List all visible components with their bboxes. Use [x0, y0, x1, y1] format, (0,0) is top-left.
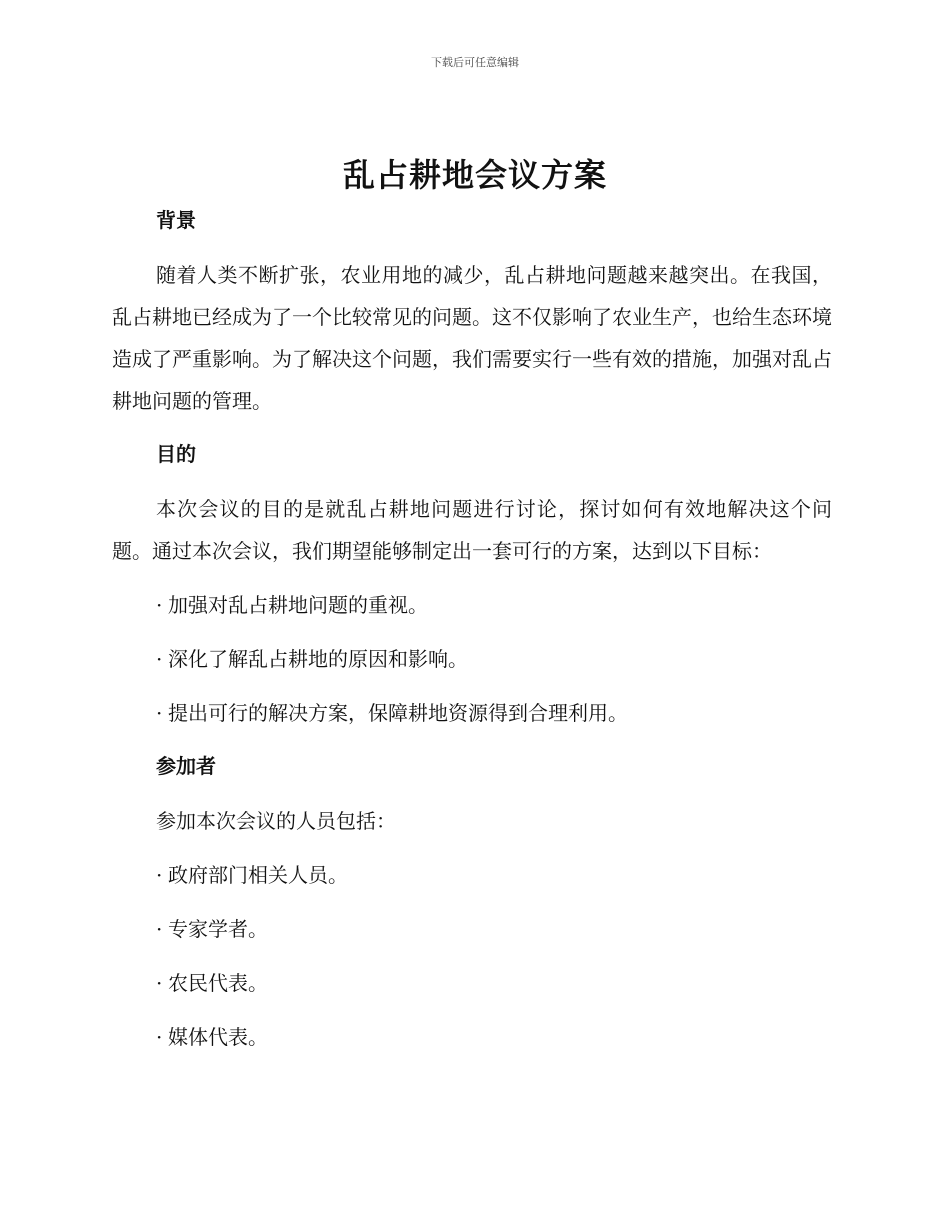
document-title: 乱占耕地会议方案 — [342, 156, 607, 194]
section-heading-background: 背景 — [156, 208, 196, 232]
bullet-symbol: · — [156, 593, 163, 617]
purpose-bullet-item — [112, 638, 832, 680]
participants-intro: 参加本次会议的人员包括： — [156, 809, 396, 833]
bullet-symbol: · — [156, 863, 163, 887]
purpose-bullet-text: 加强对乱占耕地问题的重视。 — [168, 593, 428, 617]
bullet-symbol: · — [156, 971, 163, 995]
participant-bullet-item — [112, 908, 832, 950]
participant-bullet-item — [112, 854, 832, 896]
section-heading-participants: 参加者 — [156, 754, 216, 778]
header-note: 下载后可任意编辑 — [431, 56, 519, 69]
purpose-bullet-text: 深化了解乱占耕地的原因和影响。 — [168, 647, 468, 671]
participant-bullet-text: 专家学者。 — [168, 917, 268, 941]
purpose-bullet-item — [112, 584, 832, 626]
participant-bullet-text: 政府部门相关人员。 — [168, 863, 348, 887]
bullet-symbol: · — [156, 1025, 163, 1049]
bullet-symbol: · — [156, 917, 163, 941]
purpose-paragraph: 本次会议的目的是就乱占耕地问题进行讨论，探讨如何有效地解决这个问题。通过本次会议，我们期望能够制定出一套可行的方案，达到以下目标： — [112, 497, 832, 563]
participant-bullet-text: 媒体代表。 — [168, 1025, 268, 1049]
background-paragraph: 随着人类不断扩张，农业用地的减少，乱占耕地问题越来越突出。在我国，乱占耕地已经成为了一个比较常见的问题。这不仅影响了农业生产，也给生态环境造成了严重影响。为了解决这个问题，我们需要实行一些有效的措施，加强对乱占耕地问题的管理。 — [112, 263, 832, 413]
purpose-bullet-text: 提出可行的解决方案，保障耕地资源得到合理利用。 — [168, 701, 628, 725]
bullet-symbol: · — [156, 701, 163, 725]
bullet-symbol: · — [156, 647, 163, 671]
participant-bullet-text: 农民代表。 — [168, 971, 268, 995]
participant-bullet-item — [112, 1016, 832, 1058]
participant-bullet-item — [112, 962, 832, 1004]
document-body — [112, 200, 832, 1070]
section-heading-purpose: 目的 — [156, 442, 196, 466]
purpose-bullet-item — [112, 692, 832, 734]
